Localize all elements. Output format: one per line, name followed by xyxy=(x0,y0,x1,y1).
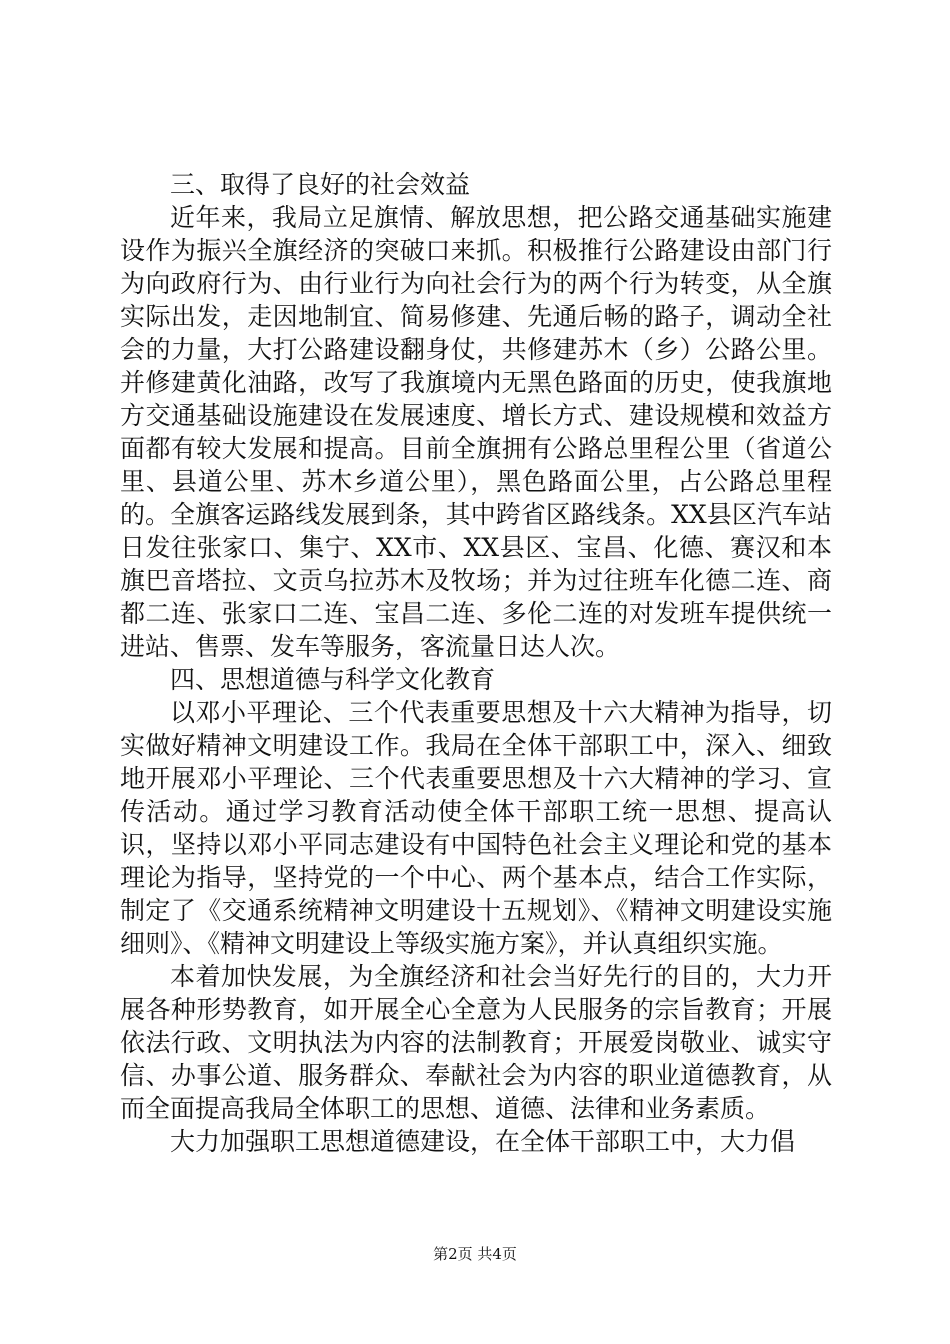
section-heading-4: 四、思想道德与科学文化教育 xyxy=(170,665,496,694)
paragraph-moral-construction: 大力加强职工思想道德建设，在全体干部职工中，大力倡 xyxy=(170,1127,796,1156)
document-body xyxy=(120,168,832,1158)
section-heading-3: 三、取得了良好的社会效益 xyxy=(170,170,471,199)
paragraph-theory-guidance: 以邓小平理论、三个代表重要思想及十六大精神为指导，切实做好精神文明建设工作。我局在全体干部职工中，深入、细致地开展邓小平理论、三个代表重要思想及十六大精神的学习、宣传活动。通过学习教育活动使全体干部职工统一思想、提高认识，坚持以邓小平同志建设有中国特色社会主义理论和党的基本理论为指导，坚持党的一个中心、两个基本点，结合工作实际，制定了《交通系统精神文明建设十五规划》、《精神文明建设实施细则》、《精神文明建设上等级实施方案》，并认真组织实施。 xyxy=(120,698,832,958)
paragraph-education-campaign: 本着加快发展，为全旗经济和社会当好先行的目的，大力开展各种形势教育，如开展全心全意为人民服务的宗旨教育；开展依法行政、文明执法为内容的法制教育；开展爱岗敬业、诚实守信、办事公道、服务群众、奉献社会为内容的职业道德教育，从而全面提高我局全体职工的思想、道德、法律和业务素质。 xyxy=(120,962,832,1123)
paragraph-road-construction: 近年来，我局立足旗情、解放思想，把公路交通基础实施建设作为振兴全旗经济的突破口来抓。积极推行公路建设由部门行为向政府行为、由行业行为向社会行为的两个行为转变，从全旗实际出发，走因地制宜、简易修建、先通后畅的路子，调动全社会的力量，大打公路建设翻身仗，共修建苏木（乡）公路公里。并修建黄化油路，改写了我旗境内无黑色路面的历史，使我旗地方交通基础设施建设在发展速度、增长方式、建设规模和效益方面都有较大发展和提高。目前全旗拥有公路总里程公里（省道公里、县道公里、苏木乡道公里），黑色路面公里，占公路总里程的。全旗客运路线发展到条，其中跨省区路线条。XX县区汽车站日发往张家口、集宁、XX市、XX县区、宝昌、化德、赛汉和本旗巴音塔拉、文贡乌拉苏木及牧场；并为过往班车化德二连、商都二连、张家口二连、宝昌二连、多伦二连的对发班车提供统一进站、售票、发车等服务，客流量日达人次。 xyxy=(120,203,832,661)
page-footer: 第2页 共4页 xyxy=(433,1245,517,1263)
